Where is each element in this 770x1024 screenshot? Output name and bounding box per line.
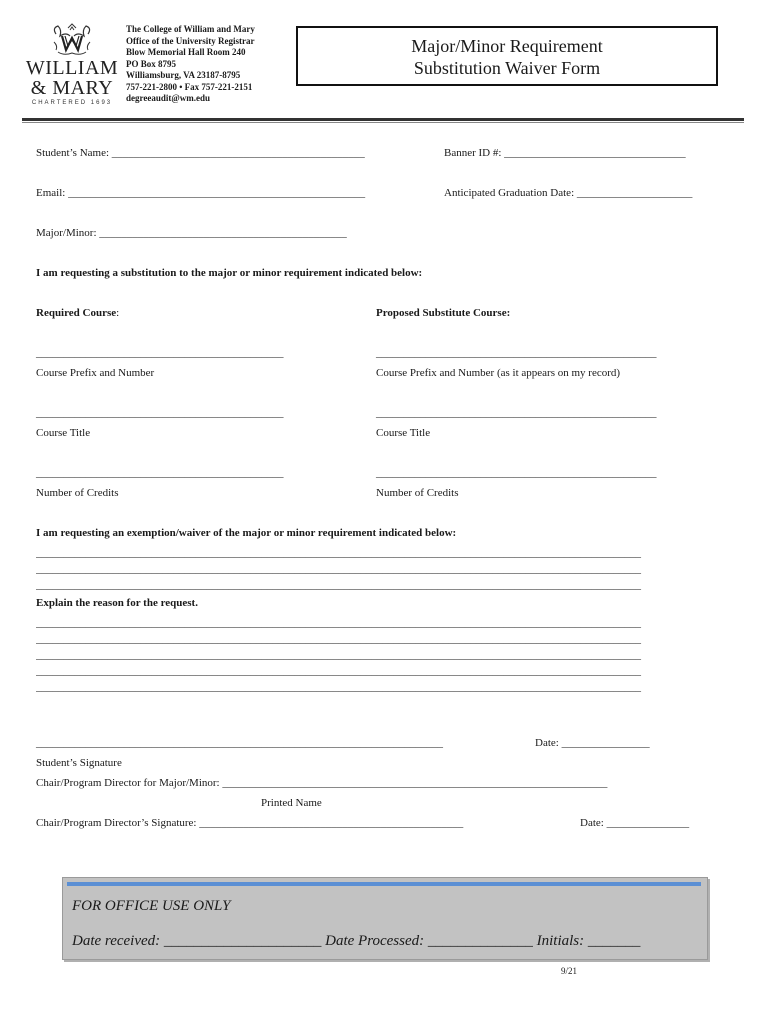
- office-use-title: FOR OFFICE USE ONLY: [72, 898, 231, 914]
- form-title-line1: Major/Minor Requirement: [411, 36, 603, 56]
- banner-id-field[interactable]: Banner ID #: _________________________________: [444, 147, 686, 159]
- exemption-line[interactable]: ______________________________________________________________________________________________________________: [36, 563, 641, 575]
- office-accent-bar: [67, 882, 701, 886]
- graduation-date-field[interactable]: Anticipated Graduation Date: _____________________: [444, 187, 693, 199]
- required-course-credits-label: Number of Credits: [36, 487, 119, 499]
- reason-line[interactable]: ______________________________________________________________________________________________________________: [36, 617, 641, 629]
- crest-icon: [50, 22, 94, 58]
- required-course-title-input[interactable]: _____________________________________________: [36, 407, 284, 419]
- office-processing-line[interactable]: Date received: _____________________ Date Processed: ______________ Initials: _______: [72, 933, 641, 949]
- exemption-heading: I am requesting an exemption/waiver of the major or minor requirement indicated below:: [36, 527, 457, 539]
- reason-line[interactable]: ______________________________________________________________________________________________________________: [36, 681, 641, 693]
- address-line: PO Box 8795: [126, 58, 177, 69]
- student-signature-input[interactable]: __________________________________________________________________________: [36, 737, 443, 749]
- chair-date-field[interactable]: Date: _______________: [580, 817, 690, 829]
- reason-line[interactable]: ______________________________________________________________________________________________________________: [36, 665, 641, 677]
- reason-heading: Explain the reason for the request.: [36, 597, 198, 609]
- printed-name-label: Printed Name: [261, 797, 322, 809]
- student-date-field[interactable]: Date: ________________: [535, 737, 650, 749]
- proposed-course-heading: Proposed Substitute Course:: [376, 307, 511, 319]
- student-signature-label: Student’s Signature: [36, 757, 122, 769]
- major-minor-field[interactable]: Major/Minor: _____________________________________________: [36, 227, 347, 239]
- form-version: 9/21: [561, 966, 578, 976]
- chair-signature-field[interactable]: Chair/Program Director’s Signature: ________________________________________________: [36, 817, 464, 829]
- proposed-course-credits-input[interactable]: ___________________________________________________: [376, 467, 657, 479]
- logo-wordmark-line1: WILLIAM: [25, 57, 119, 79]
- proposed-course-prefix-label: Course Prefix and Number (as it appears on my record): [376, 367, 621, 379]
- address-line: Blow Memorial Hall Room 240: [126, 47, 246, 57]
- address-line: Office of the University Registrar: [126, 35, 255, 46]
- logo-charter: CHARTERED 1693: [31, 100, 113, 106]
- required-course-label: Required Course: [36, 307, 117, 319]
- proposed-course-prefix-input[interactable]: ___________________________________________________: [376, 347, 657, 359]
- proposed-course-credits-label: Number of Credits: [376, 487, 459, 499]
- address-line: Williamsburg, VA 23187-8795: [126, 70, 241, 80]
- reason-line[interactable]: ______________________________________________________________________________________________________________: [36, 633, 641, 645]
- proposed-course-title-label: Course Title: [376, 427, 431, 439]
- exemption-line[interactable]: ______________________________________________________________________________________________________________: [36, 579, 641, 591]
- required-course-credits-input[interactable]: _____________________________________________: [36, 467, 284, 479]
- chair-major-minor-field[interactable]: Chair/Program Director for Major/Minor: ______________________________________________________________________: [36, 777, 608, 789]
- required-course-prefix-label: Course Prefix and Number: [36, 367, 155, 379]
- required-course-prefix-input[interactable]: _____________________________________________: [36, 347, 284, 359]
- substitution-heading: I am requesting a substitution to the major or minor requirement indicated below:: [36, 267, 423, 279]
- proposed-course-title-input[interactable]: ___________________________________________________: [376, 407, 657, 419]
- william-and-mary-logo: [22, 22, 122, 106]
- address-line: 757-221-2800 • Fax 757-221-2151: [126, 81, 253, 92]
- email-field[interactable]: Email: ______________________________________________________: [36, 187, 366, 199]
- student-name-field[interactable]: Student’s Name: ______________________________________________: [36, 147, 365, 159]
- address-email: degreeaudit@wm.edu: [126, 93, 210, 103]
- reason-line[interactable]: ______________________________________________________________________________________________________________: [36, 649, 641, 661]
- required-course-title-label: Course Title: [36, 427, 91, 439]
- address-line: The College of William and Mary: [126, 24, 255, 34]
- header-divider: [22, 118, 744, 121]
- form-title-box: [296, 26, 718, 86]
- exemption-line[interactable]: ______________________________________________________________________________________________________________: [36, 547, 641, 559]
- required-course-colon: :: [116, 307, 120, 319]
- header-divider-thin: [22, 122, 744, 123]
- office-use-box: [62, 877, 708, 960]
- registrar-address: [126, 24, 255, 105]
- form-title-line2: Substitution Waiver Form: [413, 58, 601, 78]
- required-course-heading: [36, 307, 119, 319]
- logo-wordmark-line2: & MARY: [30, 77, 114, 99]
